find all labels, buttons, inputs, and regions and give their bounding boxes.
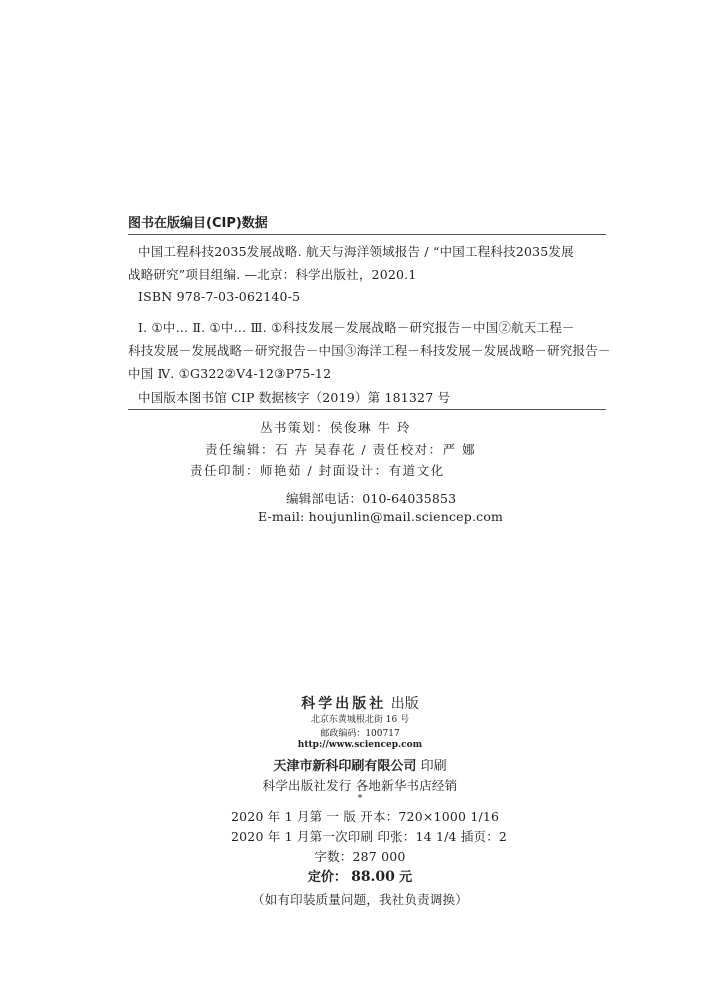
credit-planner: 丛书策划：侯俊琳 牛 玲 [260,420,411,435]
publisher-postcode: 邮政编码：100717 [320,729,400,739]
publisher-address: 北京东黄城根北街 16 号 [310,715,410,725]
printer-name: 天津市新科印刷有限公司 [273,759,417,774]
printer-line [0,755,720,774]
printer-suffix: 印刷 [420,759,447,774]
bottom-rule [128,409,606,410]
publisher-suffix: 出版 [390,696,419,712]
word-count: 字数：287 000 [314,849,406,864]
top-rule [128,234,606,235]
editorial-phone: 编辑部电话：010-64035853 [286,491,457,506]
cip-entry-line-1: 中国工程科技2035发展战略. 航天与海洋领域报告 / “中国工程科技2035发展 [138,244,574,259]
quality-notice: （如有印装质量问题，我社负责调换） [252,892,468,907]
cip-number: 中国版本图书馆 CIP 数据核字（2019）第 181327 号 [138,390,451,405]
cip-title: 图书在版编目(CIP)数据 [128,216,268,231]
publisher-website: http://www.sciencep.com [297,740,423,750]
edition-line-1: 2020 年 1 月第 一 版 开本：720×1000 1/16 [231,809,500,824]
editorial-email: E-mail: houjunlin@mail.sciencep.com [258,509,504,524]
subject-line-1: Ⅰ. ①中… Ⅱ. ①中… Ⅲ. ①科技发展－发展战略－研究报告－中国②航天工程－ [138,320,575,335]
price-label: 定价： [307,870,347,885]
subject-line-2: 科技发展－发展战略－研究报告－中国③海洋工程－科技发展－发展战略－研究报告－ [128,343,611,358]
isbn: ISBN 978-7-03-062140-5 [138,289,301,304]
price-line [0,866,720,885]
price-unit: 元 [399,870,413,885]
distribution: 科学出版社发行 各地新华书店经销 [262,778,458,793]
credit-editors: 责任编辑：石 卉 吴春花 / 责任校对：严 娜 [205,442,477,457]
credit-print-design: 责任印制：师艳茹 / 封面设计：有道文化 [190,463,445,478]
edition-line-2: 2020 年 1 月第一次印刷 印张：14 1/4 插页：2 [231,829,508,844]
subject-line-3: 中国 Ⅳ. ①G322②V4-12③P75-12 [128,366,332,381]
star-mark: * [357,794,363,804]
publisher-name: 科学出版社 [301,696,387,712]
publisher-line [0,693,720,713]
cip-entry-line-2: 战略研究”项目组编. —北京：科学出版社，2020.1 [128,267,417,282]
price-value: 88.00 [351,869,395,885]
